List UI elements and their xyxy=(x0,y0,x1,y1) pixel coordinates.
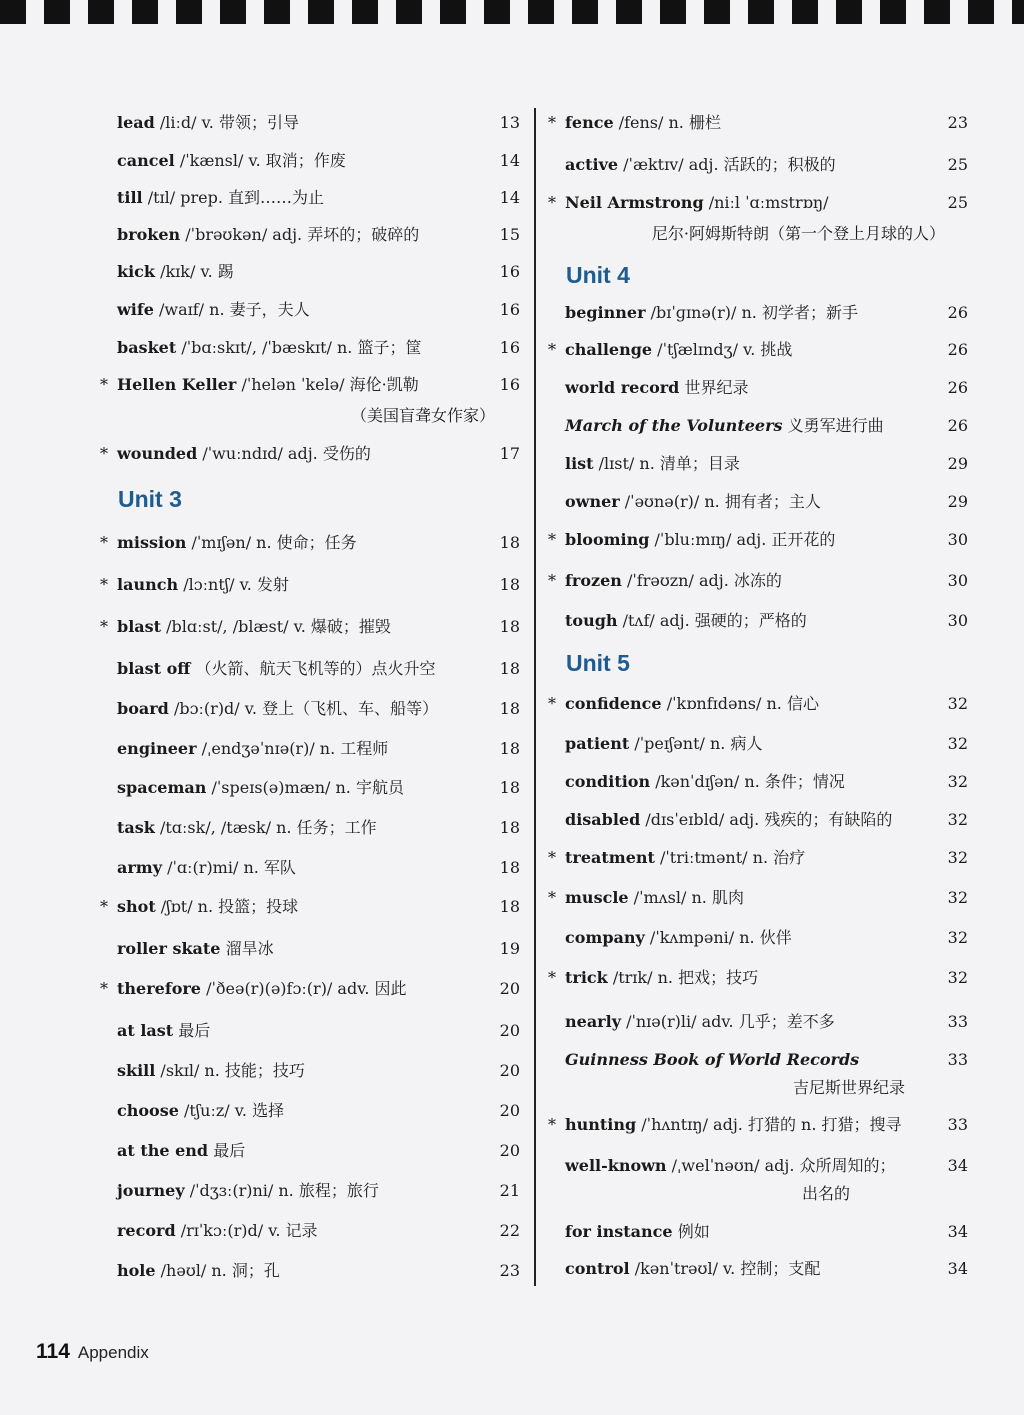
vocab-entry: * blast /blɑːst/, /blæst/ v. 爆破；摧毁 18 xyxy=(100,617,520,636)
vocab-entry: cancel /ˈkænsl/ v. 取消；作废 14 xyxy=(117,151,520,170)
vocab-entry: disabled /dɪsˈeɪbld/ adj. 残疾的；有缺陷的 32 xyxy=(565,810,968,829)
unit-heading: Unit 4 xyxy=(566,262,630,288)
vocab-entry: spaceman /ˈspeɪs(ə)mæn/ n. 宇航员 18 xyxy=(117,778,520,797)
vocab-entry: hole /həʊl/ n. 洞；孔 23 xyxy=(117,1261,520,1280)
vocab-entry: * confidence /ˈkɒnfɪdəns/ n. 信心 32 xyxy=(548,694,968,713)
vocab-entry: * treatment /ˈtriːtmənt/ n. 治疗 32 xyxy=(548,848,968,867)
vocab-entry: till /tɪl/ prep. 直到……为止 14 xyxy=(117,188,520,207)
footer-label: Appendix xyxy=(77,1343,149,1362)
vocab-entry: skill /skɪl/ n. 技能；技巧 20 xyxy=(117,1061,520,1080)
vocab-entry: blast off （火箭、航天飞机等的）点火升空 18 xyxy=(117,659,520,678)
vocab-entry: wife /waɪf/ n. 妻子，夫人 16 xyxy=(117,300,520,319)
vocab-entry: engineer /ˌendʒəˈnɪə(r)/ n. 工程师 18 xyxy=(117,739,520,758)
entry-continuation: 吉尼斯世界纪录 xyxy=(792,1078,905,1097)
vocab-entry: choose /tʃuːz/ v. 选择 20 xyxy=(117,1101,520,1120)
vocab-entry: beginner /bɪˈɡɪnə(r)/ n. 初学者；新手 26 xyxy=(565,303,968,322)
vocab-entry: kick /kɪk/ v. 踢 16 xyxy=(117,262,520,281)
vocab-entry: well-known /ˌwelˈnəʊn/ adj. 众所周知的； 34 xyxy=(565,1156,968,1175)
vocab-entry: * challenge /ˈtʃælɪndʒ/ v. 挑战 26 xyxy=(548,340,968,359)
vocab-entry: * hunting /ˈhʌntɪŋ/ adj. 打猎的 n. 打猎；搜寻 33 xyxy=(548,1115,968,1134)
vocab-entry: journey /ˈdʒɜː(r)ni/ n. 旅程；旅行 21 xyxy=(117,1181,520,1200)
page-footer xyxy=(36,1340,149,1364)
vocab-entry: * trick /trɪk/ n. 把戏；技巧 32 xyxy=(548,968,968,987)
vocab-entry: lead /liːd/ v. 带领；引导 13 xyxy=(117,113,520,132)
vocab-entry: company /ˈkʌmpəni/ n. 伙伴 32 xyxy=(565,928,968,947)
vocab-entry: * launch /lɔːntʃ/ v. 发射 18 xyxy=(100,575,520,594)
top-border-strip xyxy=(0,0,1024,24)
unit-heading: Unit 5 xyxy=(566,650,630,676)
vocab-entry: world record 世界纪录 26 xyxy=(565,378,968,397)
vocab-entry: patient /ˈpeɪʃənt/ n. 病人 32 xyxy=(565,734,968,753)
vocab-entry: owner /ˈəʊnə(r)/ n. 拥有者；主人 29 xyxy=(565,492,968,511)
entry-continuation: 尼尔·阿姆斯特朗（第一个登上月球的人） xyxy=(651,224,945,243)
vocab-entry: Guinness Book of World Records 33 xyxy=(565,1050,968,1069)
vocab-entry: * frozen /ˈfrəʊzn/ adj. 冰冻的 30 xyxy=(548,571,968,590)
vocab-entry: * shot /ʃɒt/ n. 投篮；投球 18 xyxy=(100,897,520,916)
vocab-entry: active /ˈæktɪv/ adj. 活跃的；积极的 25 xyxy=(565,155,968,174)
vocab-entry: board /bɔː(r)d/ v. 登上（飞机、车、船等） 18 xyxy=(117,699,520,718)
vocab-entry: tough /tʌf/ adj. 强硬的；严格的 30 xyxy=(565,611,968,630)
vocab-entry: at the end 最后 20 xyxy=(117,1141,520,1160)
vocab-entry: March of the Volunteers 义勇军进行曲 26 xyxy=(565,416,968,435)
vocab-entry: * wounded /ˈwuːndɪd/ adj. 受伤的 17 xyxy=(100,444,520,463)
page-number: 114 xyxy=(36,1340,70,1363)
vocab-entry: * Hellen Keller /ˈhelən ˈkelə/ 海伦·凯勒 16 xyxy=(100,375,520,394)
unit-heading: Unit 3 xyxy=(118,486,182,512)
vocab-entry: broken /ˈbrəʊkən/ adj. 弄坏的；破碎的 15 xyxy=(117,225,520,244)
vocab-entry: list /lɪst/ n. 清单；目录 29 xyxy=(565,454,968,473)
vocab-entry: basket /ˈbɑːskɪt/, /ˈbæskɪt/ n. 篮子；筐 16 xyxy=(117,338,520,357)
vocab-entry: at last 最后 20 xyxy=(117,1021,520,1040)
entry-continuation: 出名的 xyxy=(801,1184,850,1203)
entry-continuation: （美国盲聋女作家） xyxy=(350,406,495,425)
vocab-entry: * mission /ˈmɪʃən/ n. 使命；任务 18 xyxy=(100,533,520,552)
vocab-entry: * fence /fens/ n. 栅栏 23 xyxy=(548,113,968,132)
vocab-entry: army /ˈɑː(r)mi/ n. 军队 18 xyxy=(117,858,520,877)
vocab-entry: record /rɪˈkɔː(r)d/ v. 记录 22 xyxy=(117,1221,520,1240)
vocab-entry: condition /kənˈdɪʃən/ n. 条件；情况 32 xyxy=(565,772,968,791)
vocab-entry: nearly /ˈnɪə(r)li/ adv. 几乎；差不多 33 xyxy=(565,1012,968,1031)
vocab-entry: for instance 例如 34 xyxy=(565,1222,968,1241)
vocab-entry: roller skate 溜旱冰 19 xyxy=(117,939,520,958)
vocab-entry: * therefore /ˈðeə(r)(ə)fɔː(r)/ adv. 因此 20 xyxy=(100,979,520,998)
vocab-entry: control /kənˈtrəʊl/ v. 控制；支配 34 xyxy=(565,1259,968,1278)
vocab-entry: task /tɑːsk/, /tæsk/ n. 任务；工作 18 xyxy=(117,818,520,837)
vocab-entry: * blooming /ˈbluːmɪŋ/ adj. 正开花的 30 xyxy=(548,530,968,549)
vocab-entry: * muscle /ˈmʌsl/ n. 肌肉 32 xyxy=(548,888,968,907)
column-divider xyxy=(534,108,536,1286)
vocab-entry: * Neil Armstrong /niːl ˈɑːmstrɒŋ/ 25 xyxy=(548,193,968,212)
